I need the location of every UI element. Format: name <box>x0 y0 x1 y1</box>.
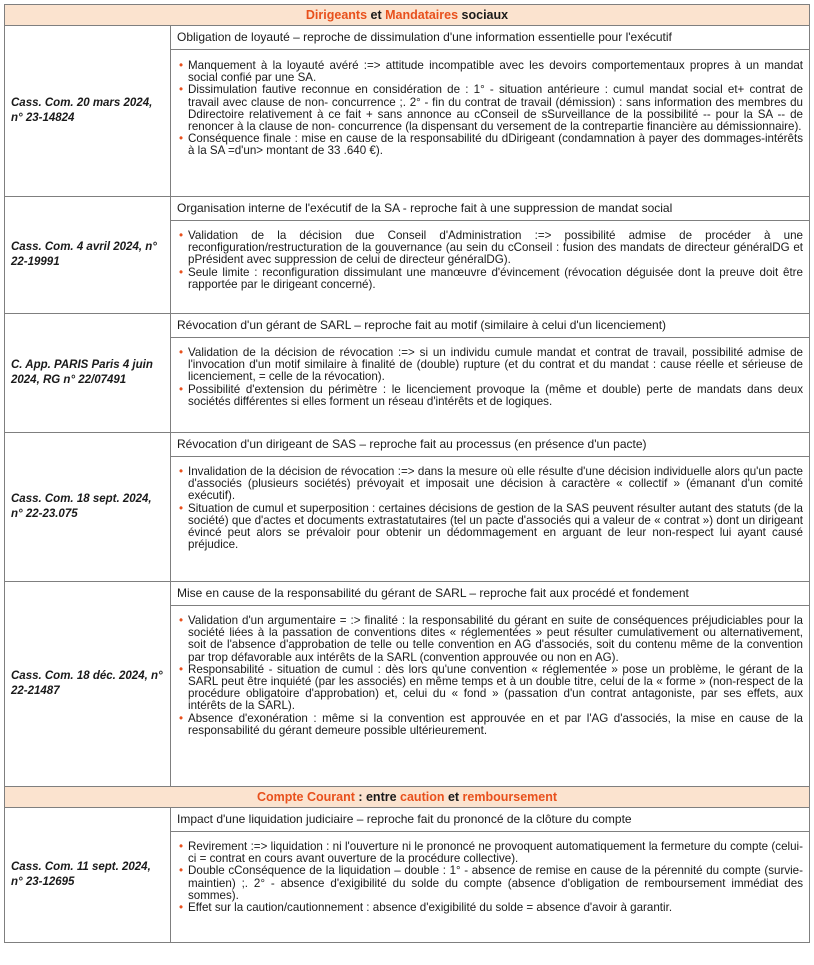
bullet-item: • Validation de la décision due Conseil d'Administration :=> possibilité admise de procéder à une reconfiguration/restructuration de la gouvernance (au sein du cConseil : fusion des mandats de directeur généralDG et pPrésident avec suppression de celui de directeur généralDG). <box>179 230 803 267</box>
bullet-item: • Absence d'exonération : même si la convention est approuvée en et par l'AG d'associés, la mise en cause de la responsabilité du gérant demeure possible ultérieurement. <box>179 713 803 737</box>
bullet-item: • Validation de la décision de révocation :=> si un individu cumule mandat et contrat de travail, possibilité admise de l'invocation d'un motif similaire à finalité de (double) rupture (et du contrat et du mandat : cause réelle et sérieuse de licenciement, = celle de la révocation). <box>179 347 803 384</box>
case-topic: Révocation d'un dirigeant de SAS – reproche fait au processus (en présence d'un pacte) <box>171 433 809 457</box>
bullet-item: • Conséquence finale : mise en cause de la responsabilité du dDirigeant (condamnation à payer des dommages-intérêts à la SA =d'un> montant de 33 .640 €). <box>179 133 803 157</box>
section-header <box>5 787 810 808</box>
section-title <box>5 787 810 808</box>
section-header <box>5 5 810 26</box>
case-row <box>5 582 810 787</box>
bullet-item: • Invalidation de la décision de révocation :=> dans la mesure où elle résulte d'une décision individuelle alors qu'un pacte d'associés (plusieurs sociétés) prévoyait et imposait une décision à caractère « collectif » (émanant d'un comité exécutif). <box>179 466 803 503</box>
section-title-part: Mandataires <box>385 8 459 22</box>
section-title-part: Compte Courant <box>256 790 355 804</box>
case-row <box>5 197 810 314</box>
case-bullets <box>171 50 809 163</box>
section-title-part: sociaux <box>458 8 509 22</box>
case-row <box>5 433 810 582</box>
section-title-part: et <box>444 790 463 804</box>
case-topic: Organisation interne de l'exécutif de la SA - reproche fait à une suppression de mandat social <box>171 197 809 221</box>
bullet-item: • Seule limite : reconfiguration dissimulant une manœuvre d'évincement (révocation déguisée dont la preuve doit être rapportée par le dirigeant concerné). <box>179 267 803 291</box>
case-reference: Cass. Com. 4 avril 2024, n° 22-19991 <box>5 197 171 314</box>
case-bullets <box>171 338 809 413</box>
case-reference: Cass. Com. 20 mars 2024, n° 23-14824 <box>5 26 171 197</box>
case-topic: Impact d'une liquidation judiciaire – reproche fait du prononcé de la clôture du compte <box>171 808 809 832</box>
case-bullets <box>171 221 809 296</box>
bullet-item: • Double cConséquence de la liquidation – double : 1° - absence de remise en cause de la pérennité du compte (survie-maintien) ;. 2° - absence d'exigibilité du solde du compte (absence d'obligation de remboursement immédiat des sommes). <box>179 865 803 902</box>
case-bullets <box>171 606 809 742</box>
case-topic: Obligation de loyauté – reproche de dissimulation d'une information essentielle pour l'exécutif <box>171 26 809 50</box>
case-topic: Révocation d'un gérant de SARL – reproche fait au motif (similaire à celui d'un licenciement) <box>171 314 809 338</box>
case-reference: C. App. PARIS Paris 4 juin 2024, RG n° 22/07491 <box>5 314 171 433</box>
case-bullets <box>171 457 809 556</box>
section-title <box>5 5 810 26</box>
bullet-item: • Manquement à la loyauté avéré :=> attitude incompatible avec les devoirs comportementaux propres à un mandat social confié par une SA. <box>179 60 803 84</box>
section-title-part: Dirigeants <box>305 8 368 22</box>
bullet-item: • Validation d'un argumentaire = :> finalité : la responsabilité du gérant en suite de conséquences préjudiciables pour la société liées à la passation de conventions dites « réglementées » peut résulter cumulativement ou alternativement, soit de l'absence d'approbation de telle ou telle convention en AG d'associés, soit du contenu même de la convention par trop défavorable aux intérêts de la SARL (convention approuvée ou non en AG). <box>179 615 803 664</box>
case-row <box>5 314 810 433</box>
bullet-item: • Responsabilité - situation de cumul : dès lors qu'une convention « réglementée » pose un problème, le gérant de la SARL peut être inquiété (par les associés) en même temps et à un double titre, celui de la « forme » (non-respect de la procédure obligatoire d'approbation) et, celui du « fond » (passation d'un contrat antagoniste, par ses effets, aux intérêts de la SARL). <box>179 664 803 713</box>
section-title-part: et <box>367 8 386 22</box>
case-bullets <box>171 832 809 919</box>
bullet-item: • Situation de cumul et superposition : certaines décisions de gestion de la SAS peuvent résulter autant des statuts (de la société) que d'actes et documents extrastatutaires (tel un pacte d'associés qui a valeur de « contrat ») dont un dirigeant évincé peut alors se prévaloir pour obtenir un dédommagement en arguant de leur non-respect lui ayant causé préjudice. <box>179 503 803 552</box>
jurisprudence-table <box>4 4 810 943</box>
case-reference: Cass. Com. 18 déc. 2024, n° 22-21487 <box>5 582 171 787</box>
case-row <box>5 26 810 197</box>
case-reference: Cass. Com. 18 sept. 2024, n° 22-23.075 <box>5 433 171 582</box>
case-row <box>5 808 810 943</box>
case-topic: Mise en cause de la responsabilité du gérant de SARL – reproche fait aux procédé et fondement <box>171 582 809 606</box>
bullet-item: • Effet sur la caution/cautionnement : absence d'exigibilité du solde = absence d'avoir à garantir. <box>179 902 803 914</box>
bullet-item: • Possibilité d'extension du périmètre : le licenciement provoque la (même et double) perte de mandats dans deux sociétés différentes si elles forment un réseau d'intérêts et de logiques. <box>179 384 803 408</box>
section-title-part: caution <box>400 790 445 804</box>
section-title-part: remboursement <box>462 790 558 804</box>
section-title-part: : entre <box>354 790 401 804</box>
bullet-item: • Dissimulation fautive reconnue en considération de : 1° - situation antérieure : cumul mandat social et+ contrat de travail avec clause de non- concurrence ;. 2° - fin du contrat de travail (démission) : sans information des membres du Ddirectoire relativement à ce fait + sans annonce au cConseil de sSurveillance de la possibilité -- pour la SA -- de renoncer à la clause de non- concurrence (la dispensant du versement de la contrepartie financière au démissionnaire). <box>179 84 803 133</box>
bullet-item: • Revirement :=> liquidation : ni l'ouverture ni le prononcé ne provoquent automatiquement la fermeture du compte (celui-ci = contrat en cours avant ouverture de la procédure collective). <box>179 841 803 865</box>
case-reference: Cass. Com. 11 sept. 2024, n° 23-12695 <box>5 808 171 943</box>
